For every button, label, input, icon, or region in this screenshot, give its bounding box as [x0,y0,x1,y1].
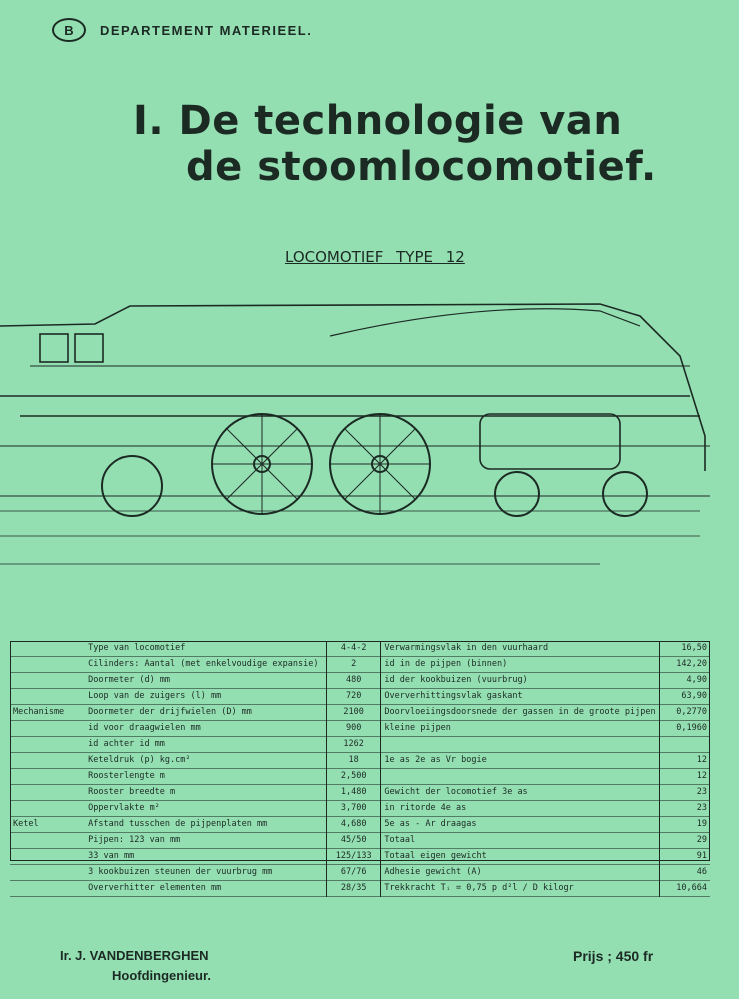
spec-row [10,849,710,865]
spec-cell-lbl2: Oververhittingsvlak gaskant [384,691,523,701]
spec-cell-val: 3,700 [326,801,380,817]
spec-cell-grp [10,737,85,753]
price-label: Prijs ; 450 fr [573,948,654,964]
spec-row [10,705,710,721]
author-block [60,946,211,986]
spec-row [10,865,710,881]
spec-cell-grp [10,689,85,705]
title-line-2: de stoomlocomotief. [186,144,657,190]
spec-cell-grp [10,833,85,849]
spec-cell-num: 29 [659,833,710,849]
spec-cell-lbl2: 1e as 2e as Vr bogie [384,755,487,765]
spec-cell-grp [10,801,85,817]
spec-cell-num: 12 [659,753,710,769]
spec-cell-lbl: Afstand tusschen de pijpenplaten mm [88,819,268,829]
spec-cell-val: 4-4-2 [326,641,380,657]
spec-cell-grp [10,865,85,881]
spec-cell-lbl: Rooster breedte m [88,787,176,797]
spec-cell-num: 19 [659,817,710,833]
spec-cell-lbl: id voor draagwielen mm [88,723,201,733]
spec-cell-num: 0,2770 [659,705,710,721]
spec-cell-lbl: 3 kookbuizen steunen der vuurbrug mm [88,867,273,877]
spec-cell-lbl: Oververhitter elementen mm [88,883,222,893]
spec-cell-num: 91 [659,849,710,865]
spec-row [10,785,710,801]
spec-cell-lbl2: id der kookbuizen (vuurbrug) [384,675,528,685]
spec-row [10,753,710,769]
spec-cell-num: 10,664 [659,881,710,897]
spec-cell-lbl: Roosterlengte m [88,771,165,781]
spec-cell-lbl2: Gewicht der locomotief 3e as [384,787,528,797]
spec-cell-num: 23 [659,801,710,817]
spec-cell-num: 4,90 [659,673,710,689]
spec-cell-lbl2: Totaal [384,835,416,845]
spec-cell-val: 125/133 [326,849,380,865]
spec-cell-lbl: 33 van mm [88,851,135,861]
spec-cell-lbl: Doormeter (d) mm [88,675,171,685]
spec-cell-lbl: Doormeter der drijfwielen (D) mm [88,707,252,717]
spec-cell-lbl: id achter id mm [88,739,165,749]
spec-cell-grp [10,785,85,801]
spec-cell-lbl2: id in de pijpen (binnen) [384,659,508,669]
spec-cell-num: 142,20 [659,657,710,673]
spec-cell-val: 18 [326,753,380,769]
spec-cell-lbl2: Doorvloeiingsdoorsnede der gassen in de groote pijpen [384,707,656,717]
spec-cell-val: 1,480 [326,785,380,801]
spec-row [10,817,710,833]
spec-cell-grp: Mechanisme [13,707,65,717]
spec-cell-val: 480 [326,673,380,689]
spec-cell-lbl2 [381,737,659,753]
spec-cell-val: 900 [326,721,380,737]
spec-cell-grp [10,753,85,769]
spec-cell-val: 67/76 [326,865,380,881]
spec-cell-num: 16,50 [659,641,710,657]
spec-cell-grp [10,721,85,737]
spec-cell-grp [10,881,85,897]
spec-cell-lbl: Pijpen: 123 van mm [88,835,181,845]
spec-cell-lbl2: Adhesie gewicht (A) [384,867,482,877]
spec-cell-lbl2: Totaal eigen gewicht [384,851,487,861]
spec-cell-num: 0,1960 [659,721,710,737]
spec-row [10,689,710,705]
spec-cell-num: 46 [659,865,710,881]
spec-row [10,833,710,849]
locomotive-drawing [0,296,739,596]
spec-cell-lbl2: Trekkracht Tᵢ = 0,75 p d²l / D kilogr [384,883,574,893]
spec-cell-grp [10,769,85,785]
author-role: Hoofdingenieur. [112,968,211,983]
sncb-logo: B [52,18,86,42]
spec-table [10,641,710,893]
spec-cell-num: 63,90 [659,689,710,705]
spec-row [10,881,710,897]
spec-cell-lbl2: kleine pijpen [384,723,451,733]
spec-cell-lbl: Loop van de zuigers (l) mm [88,691,222,701]
spec-cell-val: 2,500 [326,769,380,785]
spec-cell-grp [10,673,85,689]
spec-cell-lbl2 [381,769,659,785]
spec-cell-lbl2: Verwarmingsvlak in den vuurhaard [384,643,549,653]
spec-cell-num [659,737,710,753]
spec-row [10,673,710,689]
spec-cell-val: 2100 [326,705,380,721]
spec-cell-val: 2 [326,657,380,673]
spec-cell-grp [10,641,85,657]
spec-cell-lbl2: 5e as - Ar draagas [384,819,477,829]
spec-row [10,737,710,753]
subtitle: LOCOMOTIEF TYPE 12 [285,248,465,266]
spec-cell-lbl: Type van locomotief [88,643,186,653]
spec-row [10,641,710,657]
spec-cell-val: 1262 [326,737,380,753]
spec-cell-lbl2: in ritorde 4e as [384,803,467,813]
page-title [133,98,657,190]
department-label: DEPARTEMENT MATERIEEL. [100,22,313,38]
spec-cell-val: 720 [326,689,380,705]
title-line-1: I. De technologie van [133,98,623,144]
spec-row [10,721,710,737]
spec-cell-lbl: Cilinders: Aantal (met enkelvoudige expansie) [88,659,319,669]
header [52,18,312,42]
spec-cell-grp: Ketel [13,819,39,829]
spec-row [10,801,710,817]
spec-cell-val: 4,680 [326,817,380,833]
spec-cell-lbl: Oppervlakte m² [88,803,160,813]
spec-cell-num: 23 [659,785,710,801]
spec-cell-grp [10,657,85,673]
spec-cell-val: 28/35 [326,881,380,897]
author-name: Ir. J. VANDENBERGHEN [60,948,209,963]
spec-row [10,769,710,785]
spec-cell-grp [10,849,85,865]
spec-cell-val: 45/50 [326,833,380,849]
spec-cell-num: 12 [659,769,710,785]
spec-row [10,657,710,673]
spec-cell-lbl: Keteldruk (p) kg.cm² [88,755,191,765]
